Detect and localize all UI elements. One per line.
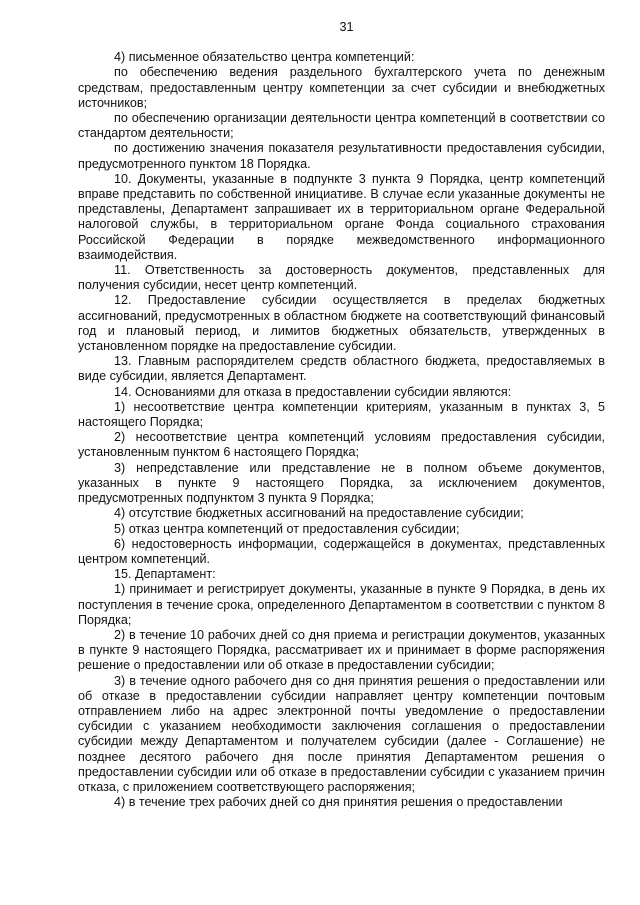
paragraph: 1) принимает и регистрирует документы, указанные в пункте 9 Порядка, в день их поступления в течение срока, определенного Департаментом в соответствии с пунктом 8 Порядка; xyxy=(78,582,605,627)
paragraph: 13. Главным распорядителем средств областного бюджета, предоставляемых в виде субсидии, является Департамент. xyxy=(78,354,605,384)
paragraph: 4) отсутствие бюджетных ассигнований на предоставление субсидии; xyxy=(114,506,524,521)
paragraph: 3) в течение одного рабочего дня со дня принятия решения о предоставлении или об отказе в предоставлении субсидии направляет центру компетенции почтовым отправлением либо на адрес электронной почты уведомление о предоставлении субсидии с указанием необходимости заключения соглашения о предоставлении субсидии между Департаментом и получателем субсидии (далее - Соглашение) не позднее десятого рабочего дня после принятия Департаментом решения о предоставлении субсидии или об отказе в предоставлении субсидии с указанием причин отказа, с приложением соответствующего распоряжения; xyxy=(78,673,605,794)
paragraph: 10. Документы, указанные в подпункте 3 пункта 9 Порядка, центр компетенций вправе представить по собственной инициативе. В случае если указанные документы не представлены, Департамент запрашивает их в территориальном органе Федеральной налоговой службы, в территориальном органе Фонда социального страхования Российской Федерации в порядке межведомственного информационного взаимодействия. xyxy=(78,171,605,262)
document-body xyxy=(78,50,605,810)
paragraph: 15. Департамент: xyxy=(114,567,216,582)
paragraph: 11. Ответственность за достоверность документов, представленных для получения субсидии, несет центр компетенций. xyxy=(78,263,605,293)
document-page xyxy=(78,20,605,810)
paragraph: 14. Основаниями для отказа в предоставлении субсидии являются: xyxy=(114,384,512,399)
paragraph: 1) несоответствие центра компетенции критериям, указанным в пунктах 3, 5 настоящего Порядка; xyxy=(78,399,605,430)
paragraph: 2) несоответствие центра компетенций условиям предоставления субсидии, установленным пунктом 6 настоящего Порядка; xyxy=(78,430,605,460)
paragraph: 3) непредставление или представление не в полном объеме документов, указанных в пункте 9 настоящего Порядка, за исключением документов, предусмотренных подпунктом 3 пункта 9 Порядка; xyxy=(78,460,605,506)
paragraph: 4) в течение трех рабочих дней со дня принятия решения о предоставлении xyxy=(114,795,563,810)
page-number: 31 xyxy=(339,20,354,34)
paragraph: 6) недостоверность информации, содержащейся в документах, представленных центром компетенций. xyxy=(78,536,605,566)
paragraph: по достижению значения показателя результативности предоставления субсидии, предусмотренного пунктом 18 Порядка. xyxy=(78,141,605,171)
paragraph: 2) в течение 10 рабочих дней со дня приема и регистрации документов, указанных в пункте 9 настоящего Порядка, рассматривает их и принимает в форме распоряжения решение о предоставлении или об отказе в предоставлении субсидии; xyxy=(78,627,605,673)
paragraph: 5) отказ центра компетенций от предоставления субсидии; xyxy=(114,521,460,536)
paragraph: по обеспечению организации деятельности центра компетенций в соответствии со стандартом деятельности; xyxy=(78,111,605,141)
paragraph: 12. Предоставление субсидии осуществляется в пределах бюджетных ассигнований, предусмотренных в областном бюджете на соответствующий финансовый год и плановый период, и лимитов бюджетных обязательств, утвержденных в установленном порядке на предоставление субсидии. xyxy=(78,293,605,354)
paragraph: по обеспечению ведения раздельного бухгалтерского учета по денежным средствам, предоставленным центру компетенции за счет субсидии и внебюджетных источников; xyxy=(78,65,605,110)
paragraph: 4) письменное обязательство центра компетенций: xyxy=(114,50,415,65)
